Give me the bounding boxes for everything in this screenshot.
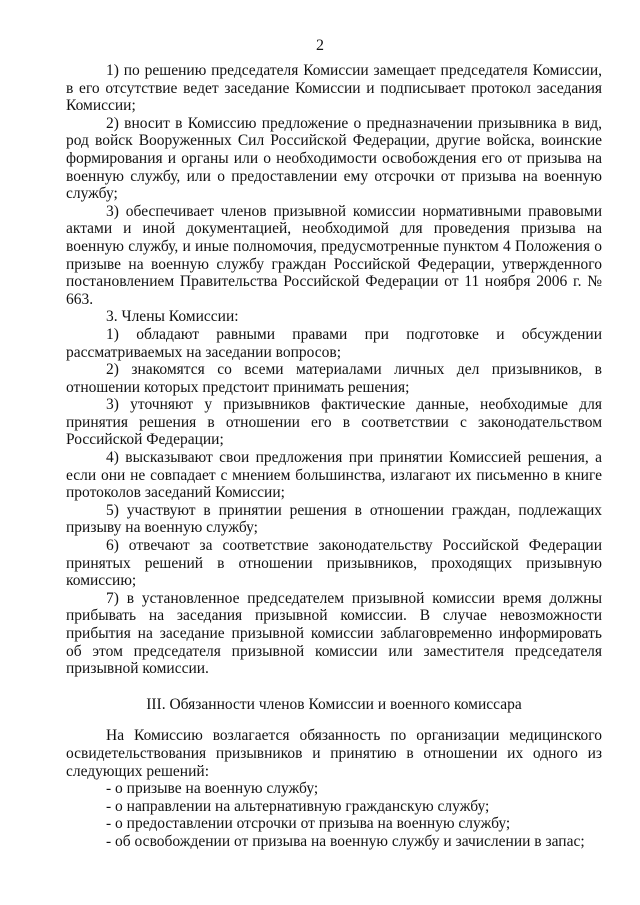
paragraph-members-heading: 3. Члены Комиссии: xyxy=(106,308,239,326)
list-item-decision-1: - о призыве на военную службу; xyxy=(106,780,319,798)
decision-list xyxy=(66,780,602,850)
paragraph-member-right-3: 3) уточняют у призывников фактические данные, необходимые для принятия решения в отношении его в соответствии с законодательством Российской Федерации; xyxy=(66,396,602,449)
list-item-decision-3: - о предоставлении отсрочки от призыва на военную службу; xyxy=(106,815,511,833)
paragraph-commission-obligation: На Комиссию возлагается обязанность по организации медицинского освидетельствования призывников и принятию в отношении их одного из следующих решений: xyxy=(66,727,602,780)
paragraph-duty-2: 2) вносит в Комиссию предложение о предназначении призывника в вид, род войск Вооруженных Сил Российской Федерации, другие войска, воинские формирования и органы или о необходимости освобождения его от призыва на военную службу, или о предоставлении ему отсрочки от призыва на военную службу; xyxy=(66,114,602,203)
paragraph-duty-3: 3) обеспечивает членов призывной комиссии нормативными правовыми актами и иной документацией, необходимой для проведения призыва на военную службу, и иные полномочия, предусмотренные пунктом 4 Положения о призыве на военную службу граждан Российской Федерации, утвержденного постановлением Правительства Российской Федерации от 11 ноября 2006 г. № 663. xyxy=(66,202,602,308)
paragraph-member-right-2: 2) знакомятся со всеми материалами личных дел призывников, в отношении которых предстоит принимать решения; xyxy=(66,361,602,396)
list-item-decision-2: - о направлении на альтернативную гражданскую службу; xyxy=(106,797,490,815)
paragraph-member-right-7: 7) в установленное председателем призывной комиссии время должны прибывать на заседания призывной комиссии. В случае невозможности прибытия на заседание призывной комиссии заблаговременно информировать об этом председателя призывной комиссии или заместителя председателя призывной комиссии. xyxy=(66,589,602,678)
paragraph-member-right-6: 6) отвечают за соответствие законодательству Российской Федерации принятых решений в отношении призывников, проходящих призывную комиссию; xyxy=(66,537,602,590)
paragraph-duty-1: 1) по решению председателя Комиссии замещает председателя Комиссии, в его отсутствие ведет заседание Комиссии и подписывает протокол заседания Комиссии; xyxy=(66,62,602,115)
section-heading: III. Обязанности членов Комиссии и военного комиссара xyxy=(146,695,522,713)
paragraph-member-right-4: 4) высказывают свои предложения при принятии Комиссией решения, а если они не совпадает с мнением большинства, излагают их письменно в книге протоколов заседаний Комиссии; xyxy=(66,449,602,502)
document-body xyxy=(66,62,602,851)
list-item-decision-4: - об освобождении от призыва на военную службу и зачислении в запас; xyxy=(106,832,585,850)
paragraph-member-right-5: 5) участвуют в принятии решения в отношении граждан, подлежащих призыву на военную службу; xyxy=(66,501,602,537)
page-number: 2 xyxy=(316,37,324,54)
paragraph-member-right-1: 1) обладают равными правами при подготовке и обсуждении рассматриваемых на заседании вопросов; xyxy=(66,325,602,361)
